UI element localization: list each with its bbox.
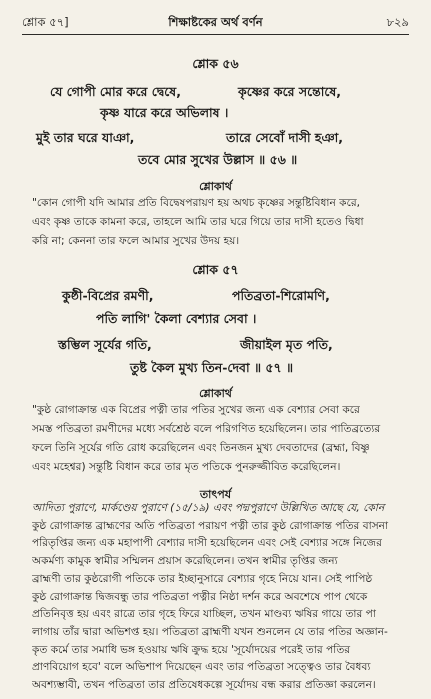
translation-56-line: করি না; কেননা তার ফলে আমার সুখের উদয় হয়। <box>32 235 240 247</box>
translation-57-heading: শ্লোকার্থ <box>199 387 232 400</box>
verse-57-line-3b: জীয়াইল মৃত পতি, <box>240 337 333 352</box>
translation-56-line: এবং কৃষ্ণ তাকে কামনা করে, তাহলে আমি তার ঘরে গিয়ে তার দাসী হতেও দ্বিধা <box>32 216 364 228</box>
translation-57-line: এবং মহেশ্বর) সন্তুষ্টি বিধান করে তার মৃত পতিকে পুনরুজ্জীবিত করেছিলেন। <box>32 461 341 473</box>
translation-56-text <box>32 194 408 251</box>
header-rule <box>22 34 409 35</box>
purport-line: অকর্মণ্য কামুক স্বামীর সম্মিলন প্রয়াস করেছিলেন। তখন স্বামীর তৃপ্তির জন্য <box>32 555 338 568</box>
verse-57-line-4: তুষ্ট কৈল মুখ্য তিন-দেবা ॥ ৫৭ ॥ <box>130 360 294 375</box>
verse-57-heading: শ্লোক ৫৭ <box>192 262 239 277</box>
translation-57-line: সমস্ত পতিব্রতা রমণীদের মধ্যে সর্বশ্রেষ্ঠ বলে পরিগণিত হয়েছিলেন। তার পাতিব্রত্যের <box>32 423 381 435</box>
verse-56-line-1b: কৃষ্ণের করে সন্তোষে, <box>238 84 342 99</box>
translation-57-line: "কুষ্ঠ রোগাক্রান্ত এক বিপ্রের পত্নী তার পতির সুখের জন্য এক বেশ্যার সেবা করে <box>32 404 360 416</box>
verse-56-line-3b: তারে সেবোঁ দাসী হঞা, <box>226 130 344 145</box>
page-header <box>22 12 409 34</box>
verse-56-line-4: তবে মোর সুখের উল্লাস ॥ ৫৬ ॥ <box>138 152 298 167</box>
purport-line: লাগায় তাঁর দ্বারা অভিশপ্ত হয়। পতিব্রতা ব্রাহ্মণী যখন শুনলেন যে তার পতির অজ্ঞান- <box>32 625 388 638</box>
chapter-title: শিক্ষাষ্টকের অর্থ বর্ণন <box>168 15 263 29</box>
translation-56-heading: শ্লোকার্থ <box>199 180 232 193</box>
purport-heading: তাৎপর্য <box>199 488 232 501</box>
verse-57-line-2: পতি লাগি' কৈলা বেশ্যার সেবা । <box>96 311 257 326</box>
verse-reference: শ্লোক ৫৭] <box>22 15 69 29</box>
verse-56-heading: শ্লোক ৫৬ <box>192 56 239 71</box>
purport-line: কৃত কর্মে তার সমাধি ভঙ্গ হওয়ায় ঋষি ক্রুদ্ধ হয়ে 'সূর্যোদয়ের পরেই তার পতির <box>32 643 351 656</box>
purport-text <box>32 500 408 695</box>
purport-line: প্রতিনিবৃত্ত হয় এবং রাত্রে তার গৃহে ফিরে যাচ্ছিল, তখন মাণ্ডব্য ঋষির গায়ে তার পা <box>32 608 376 621</box>
purport-line: কুষ্ঠ রোগাক্রান্ত ব্রাহ্মণের অতি পতিব্রতা পরায়ণ পত্নী তার কুষ্ঠ রোগাক্রান্ত পতির বাসনা <box>32 519 389 532</box>
translation-56-line: "কোন গোপী যদি আমার প্রতি বিদ্বেষপরায়ণ হয় অথচ কৃষ্ণের সন্তুষ্টিবিধান করে, <box>32 197 361 209</box>
purport-line: কুষ্ঠ রোগাক্রান্ত দ্বিজবন্ধু তার পতিব্রতা পত্নীর নিষ্ঠা দর্শন করে অবশেষে পাপ থেকে <box>32 590 368 603</box>
purport-line: প্রাণবিয়োগ হবে' বলে অভিশাপ দিয়েছেন এবং তার পতিব্রতা সত্ত্বেও তার বৈধব্য <box>32 661 371 674</box>
verse-57-line-1a: কুষ্ঠী-বিপ্রের রমণী, <box>62 288 154 303</box>
page-number: ৮২৯ <box>386 15 409 29</box>
verse-57-line-1b: পতিব্রতা-শিরোমণি, <box>232 288 330 303</box>
verse-56-line-2: কৃষ্ণ যারে করে অভিলাষ । <box>100 105 229 120</box>
translation-57-text <box>32 401 408 477</box>
verse-57-line-3a: স্তম্ভিল সূর্যের গতি, <box>58 337 152 352</box>
purport-line: ব্রাহ্মণী তার কুষ্ঠরোগী পতিকে তার ইচ্ছানুসারে বেশ্যার গৃহে নিয়ে যান। সেই পাপিষ্ঠ <box>32 572 373 585</box>
purport-line: অবশ্যম্ভাবী, তখন পতিব্রতা তার প্রতিষেধকল্পে সূর্যোদয় বন্ধ করার প্রতিজ্ঞা করলেন। <box>32 679 376 692</box>
verse-56-line-3a: মুই তার ঘরে যাঞা, <box>36 130 135 145</box>
verse-56-line-1a: যে গোপী মোর করে দ্বেষে, <box>50 84 181 99</box>
translation-57-line: ফলে তিনি সূর্যের গতি রোধ করেছিলেন এবং তিনজন মুখ্য দেবতাদের (ব্রহ্মা, বিষ্ণু <box>32 442 370 454</box>
purport-line: আদিত্য পুরাণে, মার্কণ্ডেয় পুরাণে (১৫/১৯) এবং পদ্মপুরাণে উল্লিখিত আছে যে, কোন <box>32 502 385 514</box>
purport-line: পরিতৃপ্তির জন্য এক মহাপাপী বেশ্যার দাসী হয়েছিলেন এবং সেই বেশ্যার সঙ্গে নিজের <box>32 537 382 550</box>
